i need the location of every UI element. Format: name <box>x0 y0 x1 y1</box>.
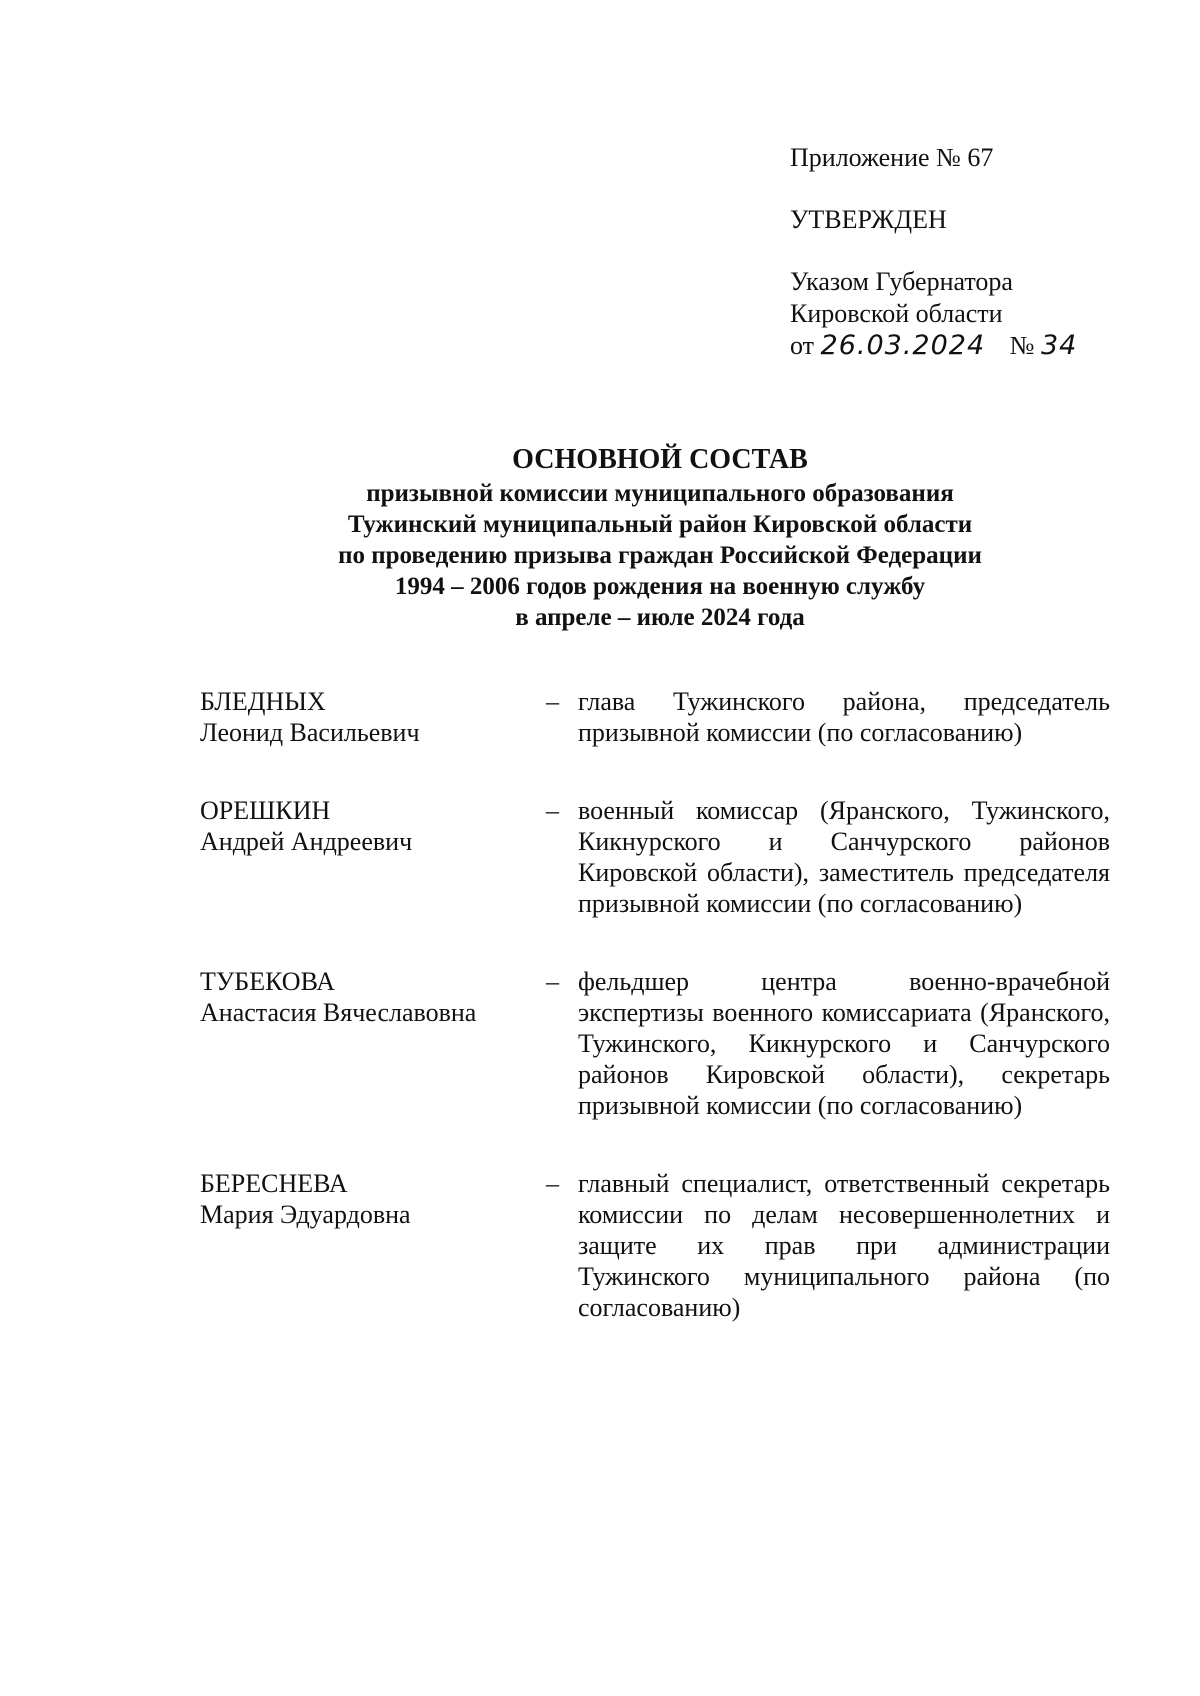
handwritten-date: 26.03.2024 <box>820 330 986 361</box>
approved-label: УТВЕРЖДЕН <box>790 205 947 234</box>
member-name <box>200 795 546 919</box>
number-prefix: № <box>1009 331 1035 360</box>
title-line-1: призывной комиссии муниципального образования <box>366 480 954 507</box>
member-role: главный специалист, ответственный секретарь комиссии по делам несовершеннолетних и защите их прав при администрации Тужинского муниципального района (по согласованию) <box>578 1169 1110 1322</box>
title-main: ОСНОВНОЙ СОСТАВ <box>512 444 808 475</box>
title-line-2: Тужинский муниципальный район Кировской области <box>347 511 973 538</box>
appendix-label: Приложение № 67 <box>790 143 994 172</box>
member-given-names: Леонид Васильевич <box>200 718 420 747</box>
member-given-names: Андрей Андреевич <box>200 827 413 856</box>
member-entry <box>200 686 1110 748</box>
member-given-names: Анастасия Вячеславовна <box>200 998 477 1027</box>
document-title <box>200 442 1120 633</box>
member-role: военный комиссар (Яранского, Тужинского, Кикнурского и Санчурского районов Кировской области), заместитель председателя призывной комиссии (по согласованию) <box>578 796 1110 918</box>
decree-line-2: Кировской области <box>790 299 1003 328</box>
member-entry <box>200 1168 1110 1323</box>
title-line-5: в апреле – июле 2024 года <box>515 604 805 631</box>
members-list <box>200 686 1110 1323</box>
decree-line-1: Указом Губернатора <box>790 267 1013 296</box>
member-given-names: Мария Эдуардовна <box>200 1200 411 1229</box>
member-role: глава Тужинского района, председатель призывной комиссии (по согласованию) <box>578 687 1110 747</box>
member-dash: – <box>546 796 559 825</box>
member-entry <box>200 795 1110 919</box>
member-name <box>200 966 546 1121</box>
member-surname: ОРЕШКИН <box>200 796 331 825</box>
decree-date-line <box>790 330 1170 362</box>
member-dash: – <box>546 967 559 996</box>
title-line-3: по проведению призыва граждан Российской Федерации <box>338 542 982 569</box>
member-role: фельдшер центра военно-врачебной экспертизы военного комиссариата (Яранского, Тужинского, Кикнурского и Санчурского районов Кировской области), секретарь призывной комиссии (по согласованию) <box>578 967 1110 1120</box>
member-name <box>200 1168 546 1323</box>
member-surname: БЛЕДНЫХ <box>200 687 326 716</box>
member-entry <box>200 966 1110 1121</box>
member-dash: – <box>546 687 559 716</box>
date-prefix: от <box>790 331 815 360</box>
member-dash: – <box>546 1169 559 1198</box>
member-name <box>200 686 546 748</box>
handwritten-number: 34 <box>1040 330 1078 361</box>
approval-block <box>790 142 1170 362</box>
member-surname: ТУБЕКОВА <box>200 967 336 996</box>
member-surname: БЕРЕСНЕВА <box>200 1169 348 1198</box>
title-line-4: 1994 – 2006 годов рождения на военную службу <box>394 573 926 600</box>
